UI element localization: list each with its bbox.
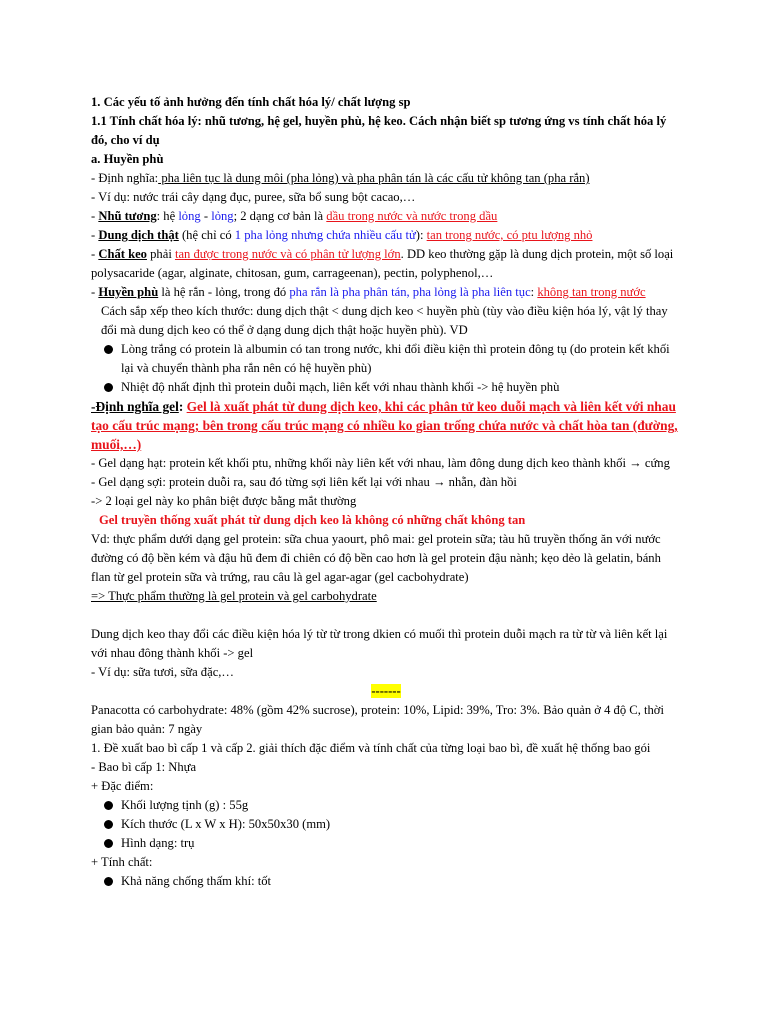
bullet-text: Kích thước (L x W x H): 50x50x30 (mm) xyxy=(121,817,331,831)
gel-definition xyxy=(91,397,681,454)
text-span: là hệ rắn - lỏng, trong đó xyxy=(158,285,290,299)
highlighted-separator: ------- xyxy=(371,684,401,698)
example-line-1: - Ví dụ: nước trái cây dạng đục, puree, sữa bổ sung bột cacao,… xyxy=(91,190,416,204)
nhu-tuong-line xyxy=(91,207,681,226)
bullet-dot-icon xyxy=(104,383,113,392)
feature-item xyxy=(91,834,681,853)
dung-dich-that-term: Dung dịch thật xyxy=(98,228,179,242)
property-item xyxy=(91,872,681,891)
blank-line xyxy=(91,606,681,625)
example-line-2: - Ví dụ: sữa tươi, sữa đặc,… xyxy=(91,665,235,679)
blue-text: pha rắn là pha phân tán, pha lỏng là pha liên tục xyxy=(289,285,531,299)
red-underlined-text: dầu trong nước và nước trong dầu xyxy=(326,209,498,223)
document-body xyxy=(91,93,681,891)
red-underlined-text: không tan trong nước xyxy=(537,285,646,299)
subsection-a-title: a. Huyền phù xyxy=(91,152,164,166)
separator-line xyxy=(91,682,681,701)
text-span: ; 2 dạng cơ bản là xyxy=(233,209,327,223)
red-underlined-text: tan được trong nước và có phân tử lượng lớn xyxy=(174,247,401,261)
gel-definition-text: Gel là xuất phát từ dung dịch keo, khi các phân tử keo duỗi mạch và liên kết với nhau tạo cấu trúc mạng; bên trong cấu trúc mạng có nhiều ko gian trống chứa nước và chất hòa tan (đường, muối,…) xyxy=(91,399,678,452)
huyen-phu-term: Huyền phù xyxy=(98,285,159,299)
definition-text: pha liên tục là dung môi (pha lỏng) và pha phân tán là các cấu tử không tan (pha rắn) xyxy=(158,171,590,185)
bullet-dot-icon xyxy=(104,820,113,829)
panacotta-paragraph: Panacotta có carbohydrate: 48% (gồm 42% sucrose), protein: 10%, Lipid: 39%, Tro: 3%. Bảo quản ở 4 độ C, thời gian bảo quản: 7 ngày xyxy=(91,703,664,736)
properties-title: + Tính chất: xyxy=(91,855,153,869)
nhu-tuong-term: Nhũ tương xyxy=(98,209,157,223)
gel-fiber-line: - Gel dạng sợi: protein duỗi ra, sau đó từng sợi liên kết lại với nhau → nhẵn, đàn hồi xyxy=(91,475,517,489)
section-1-title: 1. Các yếu tố ảnh hưởng đến tính chất hóa lý/ chất lượng sp xyxy=(91,95,411,109)
text-span: (hệ chỉ có xyxy=(178,228,235,242)
bullet-text: Lòng trắng có protein là albumin có tan trong nước, khi đổi điều kiện thì protein đông tụ (do protein kết khối lại và chuyển thành pha rắn nên có hệ huyền phù) xyxy=(121,342,670,375)
traditional-gel-line: Gel truyền thống xuất phát từ dung dịch keo là không có những chất không tan xyxy=(99,513,526,527)
dash: - xyxy=(91,285,99,299)
feature-item xyxy=(91,796,681,815)
definition-line xyxy=(91,169,681,188)
colloid-change-paragraph: Dung dịch keo thay đổi các điều kiện hóa lý từ từ trong dkien có muối thì protein duỗi mạch ra từ từ và liên kết lại với nhau đông thành khối -> gel xyxy=(91,627,668,660)
dash: - xyxy=(91,209,99,223)
bullet-text: Nhiệt độ nhất định thì protein duỗi mạch, liên kết với nhau thành khối -> hệ huyền phù xyxy=(121,380,560,394)
section-1-1-title: 1.1 Tính chất hóa lý: nhũ tương, hệ gel, huyền phù, hệ keo. Cách nhận biết sp tương ứng vs tính chất hóa lý đó, cho ví dụ xyxy=(91,114,667,147)
features-title: + Đặc điểm: xyxy=(91,779,154,793)
gel-examples-paragraph: Vd: thực phẩm dưới dạng gel protein: sữa chua yaourt, phô mai: gel protein sữa; tàu hũ truyền thống ăn với nước đường có độ bền kém và đậu hũ đem đi chiên có độ bền cao hơn là gel protein đậu nành; kẹo dẻo là gelatin, bánh flan từ gel protein sữa và trứng, rau câu là gel agar-agar (gel cacbohydrate) xyxy=(91,532,661,584)
chat-keo-term: Chất keo xyxy=(98,247,147,261)
text-span: : xyxy=(530,285,538,299)
size-order-paragraph: Cách sắp xếp theo kích thước: dung dịch thật < dung dịch keo < huyền phù (tùy vào điều kiện hóa lý, vật lý thay đổi mà dung dịch keo có thể ở dạng dung dịch thật hoặc huyền phù). VD xyxy=(101,304,668,337)
bullet-item xyxy=(91,378,681,397)
text-span: . DD keo thường gặp là dung dịch protein, một số loại polysacaride (agar, alginate, chitosan, gum, carrageenan), pectin, polyphenol,… xyxy=(91,247,674,280)
dash: - xyxy=(91,228,99,242)
bullet-item xyxy=(91,340,681,378)
dash: - xyxy=(91,247,99,261)
bullet-dot-icon xyxy=(104,877,113,886)
definition-prefix: - Định nghĩa: xyxy=(91,171,159,185)
gel-two-types-line: -> 2 loại gel này ko phân biệt được bằng mắt thường xyxy=(91,494,357,508)
blue-text: lỏng xyxy=(211,209,234,223)
bullet-text: Hình dạng: trụ xyxy=(121,836,195,850)
bullet-text: Khối lượng tịnh (g) : 55g xyxy=(121,798,249,812)
packaging-level-1: - Bao bì cấp 1: Nhựa xyxy=(91,760,197,774)
blue-text: 1 pha lỏng nhưng chứa nhiều cấu tử xyxy=(234,228,416,242)
text-span: ): xyxy=(415,228,427,242)
bullet-dot-icon xyxy=(104,839,113,848)
gel-granular-line: - Gel dạng hạt: protein kết khối ptu, những khối này liên kết với nhau, làm đông dung dịch keo thành khối → cứng xyxy=(91,456,670,470)
gel-definition-prefix: -Định nghĩa gel xyxy=(91,399,179,414)
text-span: : hệ xyxy=(156,209,179,223)
food-gel-summary: => Thực phẩm thường là gel protein và gel carbohydrate xyxy=(91,589,377,603)
text-span: phải xyxy=(146,247,175,261)
bullet-text: Khả năng chống thấm khí: tốt xyxy=(121,874,272,888)
chat-keo-paragraph xyxy=(91,245,681,283)
blue-text: lỏng xyxy=(178,209,201,223)
bullet-dot-icon xyxy=(104,345,113,354)
text-span: : xyxy=(178,399,187,414)
bullet-dot-icon xyxy=(104,801,113,810)
feature-item xyxy=(91,815,681,834)
huyen-phu-line xyxy=(91,283,681,302)
red-underlined-text: tan trong nước, có ptu lượng nhỏ xyxy=(426,228,593,242)
text-span: - xyxy=(200,209,212,223)
question-1: 1. Đề xuất bao bì cấp 1 và cấp 2. giải thích đặc điểm và tính chất của từng loại bao bì, đề xuất hệ thống bao gói xyxy=(91,741,651,755)
dung-dich-that-line xyxy=(91,226,681,245)
